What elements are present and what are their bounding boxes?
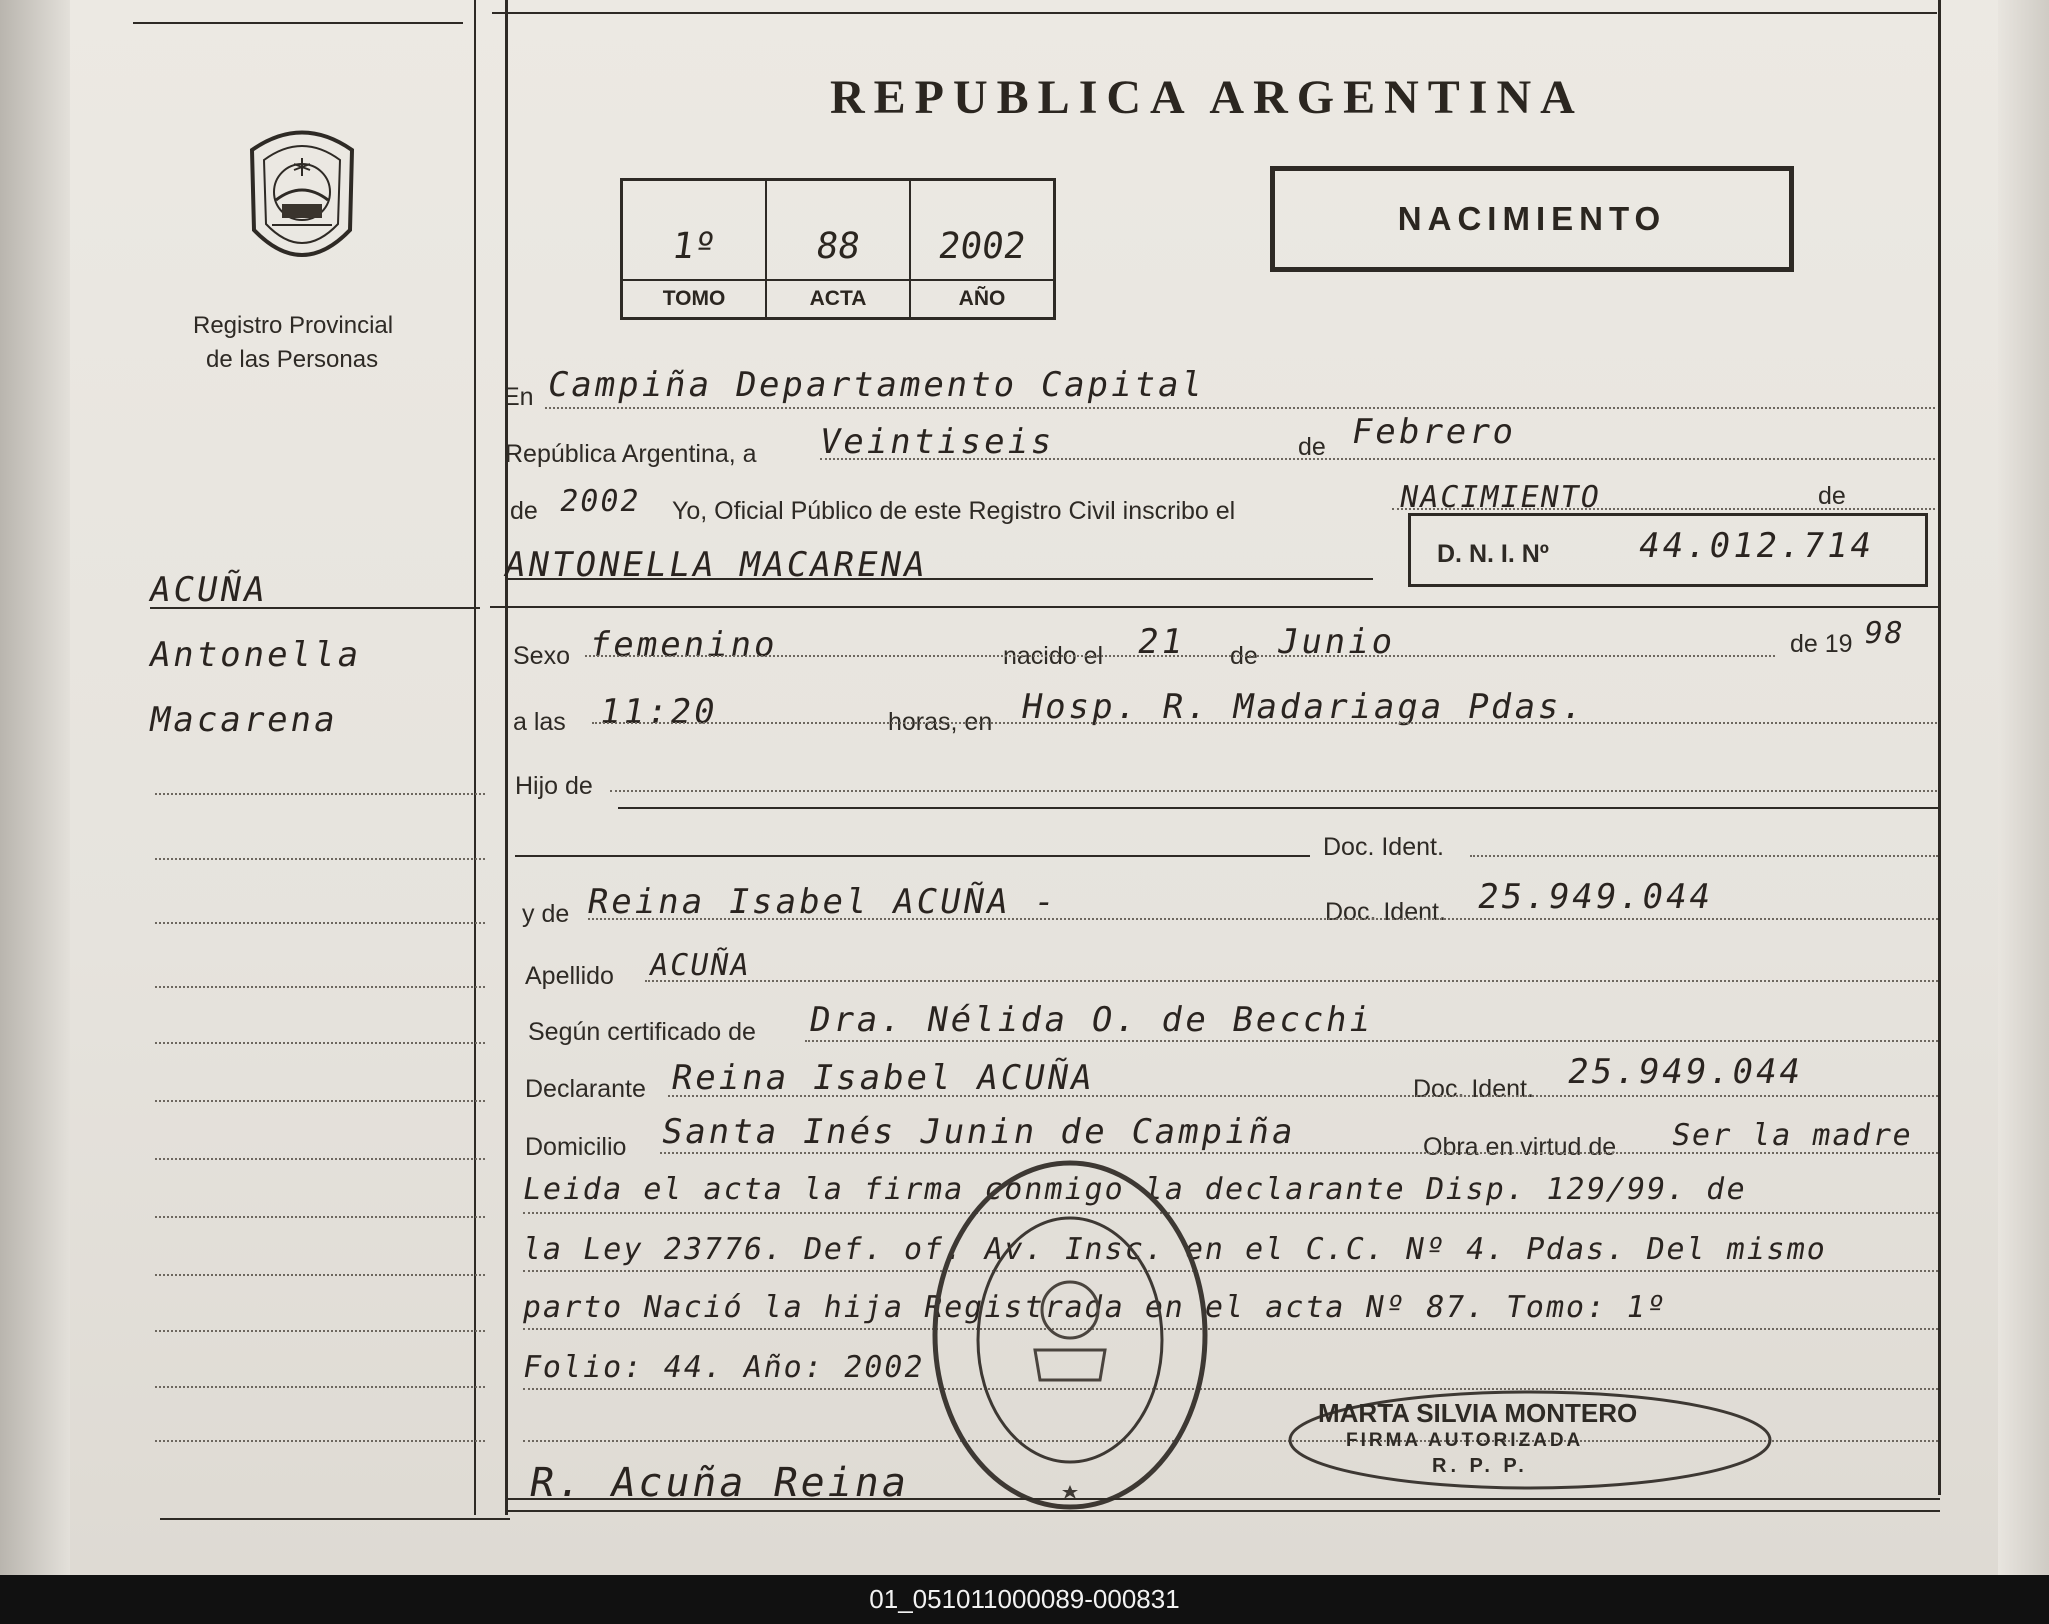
anio-inscripcion-value: 2002 <box>556 484 644 519</box>
hijo-label: Hijo de <box>515 772 593 800</box>
inscribo-value: NACIMIENTO <box>1396 480 1604 515</box>
nacido-dia-value: 21 <box>1134 622 1189 662</box>
image-id-footer: 01_051011000089-000831 <box>0 1575 2049 1624</box>
obs-line4: Folio: 44. Año: 2002 <box>519 1350 928 1385</box>
hijo-line-1 <box>610 790 1937 792</box>
form-right-border <box>1938 0 1941 1495</box>
form-left-border <box>505 0 508 1515</box>
obs-line3: parto Nació la hija Registrada en el acta Nº 87. Tomo: 1º <box>519 1290 1670 1325</box>
madre-line <box>588 918 1938 920</box>
margin-note-name1: Antonella <box>146 635 365 675</box>
alas-label: a las <box>513 708 566 736</box>
margin-dotted-line <box>155 1330 485 1332</box>
dni-value: 44.012.714 <box>1635 526 1878 566</box>
apellido-line <box>645 980 1938 982</box>
declarante-doc-value: 25.949.044 <box>1564 1052 1807 1092</box>
official-stamp-role: FIRMA AUTORIZADA <box>1346 1430 1584 1451</box>
certificado-value: Dra. Nélida O. de Becchi <box>806 1000 1377 1040</box>
dni-label: D. N. I. Nº <box>1437 540 1549 568</box>
acta-reference-box <box>620 178 1056 320</box>
sexo-label: Sexo <box>513 642 570 670</box>
apellido-value: ACUÑA <box>646 948 754 983</box>
binding-shadow <box>0 0 70 1575</box>
en-value: Campiña Departamento Capital <box>544 365 1209 405</box>
nombre-line <box>505 578 1373 580</box>
anio-cell <box>911 181 1053 317</box>
dni-box <box>1408 513 1928 587</box>
sexo-line <box>585 655 1775 657</box>
anio-value: 2002 <box>935 226 1029 267</box>
registry-name-line2: de las Personas <box>206 346 379 373</box>
margin-dotted-line <box>155 986 485 988</box>
lugar-value: Hosp. R. Madariaga Pdas. <box>1018 687 1589 727</box>
obs-dotted-line <box>523 1212 1938 1214</box>
margin-dotted-line <box>155 1274 485 1276</box>
sexo-value: femenino <box>586 625 782 665</box>
de4-label: de <box>1230 642 1258 670</box>
form-bottom-rule <box>505 1498 1940 1500</box>
padre-doc-line <box>1470 855 1938 857</box>
margin-note-surname: ACUÑA <box>146 570 271 610</box>
page-edge <box>1998 0 2049 1575</box>
hijo-line-2 <box>618 807 1938 809</box>
obra-label: Obra en virtud de <box>1423 1133 1617 1161</box>
provincia-seal-icon <box>232 120 372 280</box>
padre-line <box>515 855 1310 857</box>
tomo-value: 1º <box>669 226 719 267</box>
de3-label: de <box>1818 482 1846 510</box>
top-rule-left <box>133 22 463 24</box>
margin-note-name2: Macarena <box>146 700 342 740</box>
declarante-signature: R. Acuña Reina <box>525 1460 914 1506</box>
margin-dotted-line <box>155 1100 485 1102</box>
margin-divider <box>474 0 476 1515</box>
republica-label: República Argentina, a <box>505 440 757 468</box>
oficial-text: Yo, Oficial Público de este Registro Civil inscribo el <box>672 497 1236 525</box>
domicilio-line <box>660 1152 1938 1154</box>
section-rule <box>490 606 1938 608</box>
margin-dotted-line <box>155 1386 485 1388</box>
declarante-value: Reina Isabel ACUÑA <box>668 1058 1098 1098</box>
madre-value: Reina Isabel ACUÑA - <box>584 882 1061 922</box>
dia-value: Veintiseis <box>816 422 1059 462</box>
acta-value: 88 <box>813 226 863 267</box>
margin-dotted-line <box>155 1042 485 1044</box>
margin-dotted-line <box>155 922 485 924</box>
inscribo-line <box>1392 508 1935 510</box>
margin-dotted-line <box>155 793 485 795</box>
obs-line2: la Ley 23776. Def. of. Av. Insc. en el C.C. Nº 4. Pdas. Del mismo <box>519 1232 1831 1267</box>
page-title: REPUBLICA ARGENTINA <box>830 71 1584 124</box>
form-bottom-rule-2 <box>505 1510 1940 1512</box>
de-label: de <box>1298 433 1326 461</box>
hora-value: 11:20 <box>596 692 721 732</box>
en-label: En <box>503 383 534 411</box>
obra-value: Ser la madre <box>1668 1118 1916 1153</box>
nacido-anio-value: 98 <box>1860 616 1908 651</box>
obs-dotted-line <box>523 1270 1938 1272</box>
obs-dotted-line <box>523 1328 1938 1330</box>
margin-rule-1 <box>150 607 480 609</box>
segun-line <box>805 1040 1938 1042</box>
official-stamp-rpp: R. P. P. <box>1432 1455 1528 1477</box>
nacido-label: nacido el <box>1003 642 1104 670</box>
tomo-label: TOMO <box>623 279 765 317</box>
madre-doc-value: 25.949.044 <box>1474 877 1717 917</box>
official-stamp-name: MARTA SILVIA MONTERO <box>1318 1398 1638 1428</box>
acta-cell <box>767 181 911 317</box>
nombre-value: ANTONELLA MACARENA <box>501 545 931 585</box>
madre-doc-label: Doc. Ident. <box>1325 898 1446 926</box>
record-type-box: NACIMIENTO <box>1270 166 1794 272</box>
obs-line1: Leida el acta la firma conmigo la declarante Disp. 129/99. de <box>519 1172 1750 1207</box>
margin-bottom-rule <box>160 1518 510 1520</box>
margin-dotted-line <box>155 1158 485 1160</box>
registry-stamp-icon <box>925 1150 1215 1520</box>
de2-label: de <box>510 497 538 525</box>
domicilio-label: Domicilio <box>525 1133 627 1161</box>
top-rule-right <box>492 12 1937 14</box>
mes-value: Febrero <box>1348 412 1520 452</box>
horas-label: horas, en <box>888 708 993 736</box>
padre-doc-label: Doc. Ident. <box>1323 833 1444 861</box>
yde-label: y de <box>522 900 570 928</box>
declarante-label: Declarante <box>525 1075 646 1103</box>
margin-dotted-line <box>155 1216 485 1218</box>
registry-name-line1: Registro Provincial <box>193 312 394 339</box>
apellido-label: Apellido <box>525 962 614 990</box>
en-line <box>545 407 1935 409</box>
margin-dotted-line <box>155 858 485 860</box>
declarante-line <box>668 1095 1938 1097</box>
alas-line <box>592 722 1937 724</box>
anio-label: AÑO <box>911 279 1053 317</box>
acta-label: ACTA <box>767 279 909 317</box>
margin-dotted-line <box>155 1440 485 1442</box>
tomo-cell <box>623 181 767 317</box>
domicilio-value: Santa Inés Junin de Campiña <box>658 1112 1300 1152</box>
segun-label: Según certificado de <box>528 1018 756 1046</box>
republica-line <box>820 458 1935 460</box>
nacido-mes-value: Junio <box>1274 622 1399 662</box>
de19-label: de 19 <box>1790 630 1853 658</box>
declarante-doc-label: Doc. Ident. <box>1413 1075 1534 1103</box>
